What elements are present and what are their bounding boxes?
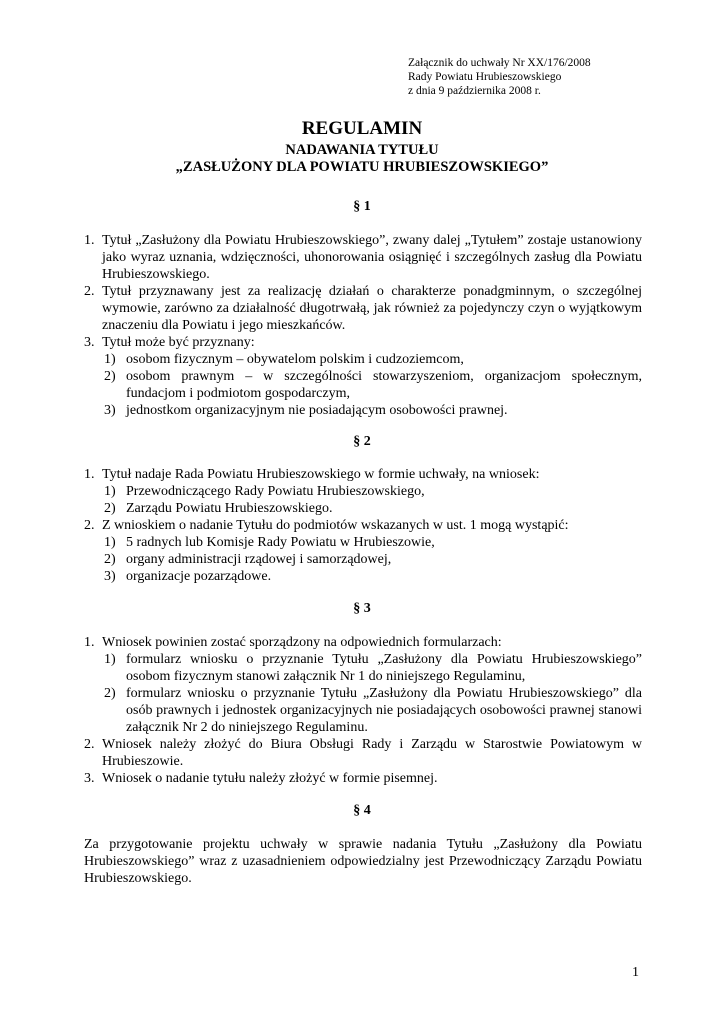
attachment-line-3: z dnia 9 października 2008 r. bbox=[408, 85, 541, 97]
item-text: Wniosek należy złożyć do Biura Obsługi Rady i Zarządu w Starostwie Powiatowym w Hrubieszowie. bbox=[102, 737, 642, 769]
list-item bbox=[84, 283, 642, 334]
item-number: 2. bbox=[84, 284, 95, 299]
sub-item-number: 1) bbox=[104, 535, 116, 550]
item-text: Tytuł może być przyznany: bbox=[102, 335, 255, 350]
sub-item-number: 1) bbox=[104, 352, 116, 367]
item-text: Tytuł „Zasłużony dla Powiatu Hrubieszowskiego”, zwany dalej „Tytułem” zostaje ustanowiony jako wyraz uznania, wdzięczności, uhonorowania osiągnięć i szczególnych zasług dla Powiatu Hrubieszowskiego. bbox=[102, 233, 642, 282]
section-4-paragraph: Za przygotowanie projektu uchwały w sprawie nadania Tytułu „Zasłużony dla Powiatu Hrubieszowskiego” wraz z uzasadnieniem odpowiedzialny jest Przewodniczący Zarządu Powiatu Hrubieszowskiego. bbox=[84, 837, 642, 886]
sub-item-text: Przewodniczącego Rady Powiatu Hrubieszowskiego, bbox=[126, 484, 425, 499]
sub-item-text: organizacje pozarządowe. bbox=[126, 569, 272, 584]
list-item bbox=[84, 232, 642, 283]
item-text: Wniosek powinien zostać sporządzony na odpowiednich formularzach: bbox=[102, 635, 502, 650]
sub-item-text: formularz wniosku o przyznanie Tytułu „Zasłużony dla Powiatu Hrubieszowskiego” osobom fizycznym stanowi załącznik Nr 1 do niniejszego Regulaminu, bbox=[126, 652, 642, 684]
section-heading-1: § 1 bbox=[353, 199, 371, 214]
item-number: 3. bbox=[84, 335, 95, 350]
section-3-body bbox=[84, 634, 642, 787]
sub-item bbox=[104, 534, 642, 551]
sub-item-text: organy administracji rządowej i samorządowej, bbox=[126, 552, 392, 567]
sub-item-number: 3) bbox=[104, 569, 116, 584]
item-text: Z wnioskiem o nadanie Tytułu do podmiotów wskazanych w ust. 1 mogą wystąpić: bbox=[102, 518, 569, 533]
sub-item-text: jednostkom organizacyjnym nie posiadającym osobowości prawnej. bbox=[126, 403, 508, 418]
sub-item-text: Zarządu Powiatu Hrubieszowskiego. bbox=[126, 501, 333, 516]
item-text: Tytuł przyznawany jest za realizację działań o charakterze ponadgminnym, o szczególnej wymowie, zarówno za działalność długotrwałą, jak również za pojedynczy czyn o wyjątkowym znaczeniu dla Powiatu i jego mieszkańców. bbox=[102, 284, 642, 333]
section-heading-3: § 3 bbox=[353, 601, 371, 616]
list-item bbox=[84, 770, 642, 787]
list-item bbox=[84, 334, 642, 351]
sub-item bbox=[104, 551, 642, 568]
sub-item-text: osobom fizycznym – obywatelom polskim i cudzoziemcom, bbox=[126, 352, 464, 367]
sub-item-number: 2) bbox=[104, 686, 116, 701]
list-item bbox=[84, 634, 642, 651]
item-text: Tytuł nadaje Rada Powiatu Hrubieszowskiego w formie uchwały, na wniosek: bbox=[102, 467, 540, 482]
sub-item-number: 2) bbox=[104, 501, 116, 516]
list-item bbox=[84, 466, 642, 483]
item-number: 2. bbox=[84, 518, 95, 533]
sub-item-number: 1) bbox=[104, 652, 116, 667]
document-subtitle-2: „ZASŁUŻONY DLA POWIATU HRUBIESZOWSKIEGO” bbox=[175, 159, 549, 175]
document-subtitle-1: NADAWANIA TYTUŁU bbox=[285, 142, 439, 158]
sub-item bbox=[104, 568, 642, 585]
attachment-line-1: Załącznik do uchwały Nr XX/176/2008 bbox=[408, 57, 591, 69]
sub-item-number: 1) bbox=[104, 484, 116, 499]
sub-item bbox=[104, 368, 642, 402]
list-item bbox=[84, 736, 642, 770]
sub-item bbox=[104, 500, 642, 517]
sub-item bbox=[104, 651, 642, 685]
attachment-note bbox=[408, 56, 591, 98]
sub-item bbox=[104, 402, 642, 419]
item-number: 2. bbox=[84, 737, 95, 752]
item-number: 1. bbox=[84, 467, 95, 482]
section-heading-2: § 2 bbox=[353, 434, 371, 449]
section-1-body bbox=[84, 232, 642, 419]
list-item bbox=[84, 517, 642, 534]
section-2-body bbox=[84, 466, 642, 585]
sub-item-number: 2) bbox=[104, 369, 116, 384]
sub-item bbox=[104, 483, 642, 500]
sub-item bbox=[104, 351, 642, 368]
sub-item-text: formularz wniosku o przyznanie Tytułu „Zasłużony dla Powiatu Hrubieszowskiego” dla osób prawnych i jednostek organizacyjnych nie posiadających osobowości prawnej stanowi załącznik Nr 2 do niniejszego Regulaminu. bbox=[126, 686, 642, 735]
item-number: 1. bbox=[84, 635, 95, 650]
sub-item-text: osobom prawnym – w szczególności stowarzyszeniom, organizacjom społecznym, fundacjom i podmiotom gospodarczym, bbox=[126, 369, 642, 401]
sub-item-number: 2) bbox=[104, 552, 116, 567]
document-title: REGULAMIN bbox=[301, 118, 423, 139]
sub-item-text: 5 radnych lub Komisje Rady Powiatu w Hrubieszowie, bbox=[126, 535, 435, 550]
item-text: Wniosek o nadanie tytułu należy złożyć w formie pisemnej. bbox=[102, 771, 438, 786]
item-number: 1. bbox=[84, 233, 95, 248]
section-heading-4: § 4 bbox=[353, 803, 371, 818]
sub-item-number: 3) bbox=[104, 403, 116, 418]
item-number: 3. bbox=[84, 771, 95, 786]
page-number: 1 bbox=[632, 965, 639, 980]
sub-item bbox=[104, 685, 642, 736]
attachment-line-2: Rady Powiatu Hrubieszowskiego bbox=[408, 71, 562, 83]
